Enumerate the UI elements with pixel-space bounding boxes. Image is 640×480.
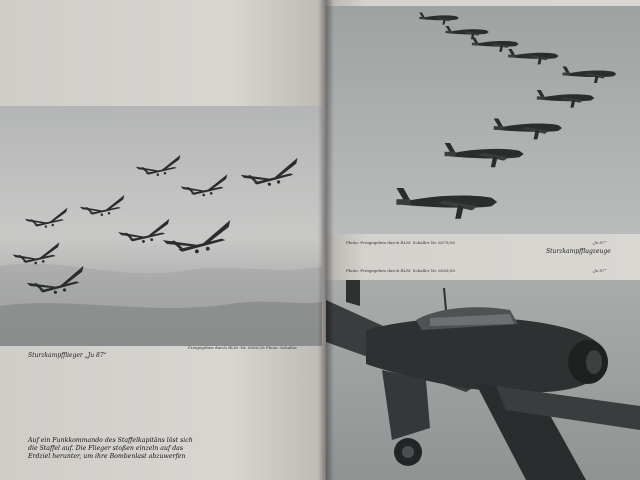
flight-line-photo — [326, 6, 640, 234]
section-title: Sturzkampfflugzeuge — [546, 248, 611, 255]
close-up-photo-label: „Ju 87“ — [592, 268, 607, 273]
close-up-photo — [326, 280, 640, 480]
formation-photo — [0, 106, 322, 346]
book-gutter — [318, 0, 334, 480]
close-up-photo-credit: Photo: Freigegeben durch RLM. Schaller Nr. 6583/38 — [346, 268, 455, 273]
flight-line-photo-label: „Ju 87“ — [592, 240, 607, 245]
story-line: Auf ein Funkkommando des Staffelkapitäns löst sich — [28, 437, 193, 444]
formation-photo-credit: Freigegeben durch RLM.-Nr. 6580/38 Photo: Schaller — [188, 345, 297, 350]
story-line: die Staffel auf. Die Flieger stoßen einzeln auf das — [28, 445, 184, 453]
formation-photo-caption: Sturzkampfflieger „Ju 87“ — [28, 352, 107, 359]
story-text — [28, 437, 208, 462]
flight-line-photo-credit: Photo: Freigegeben durch RLM. Schaller Nr. 6579/38 — [346, 240, 455, 245]
story-line: Erdziel herunter, um ihre Bombenlast abzuwerfen — [28, 453, 186, 461]
